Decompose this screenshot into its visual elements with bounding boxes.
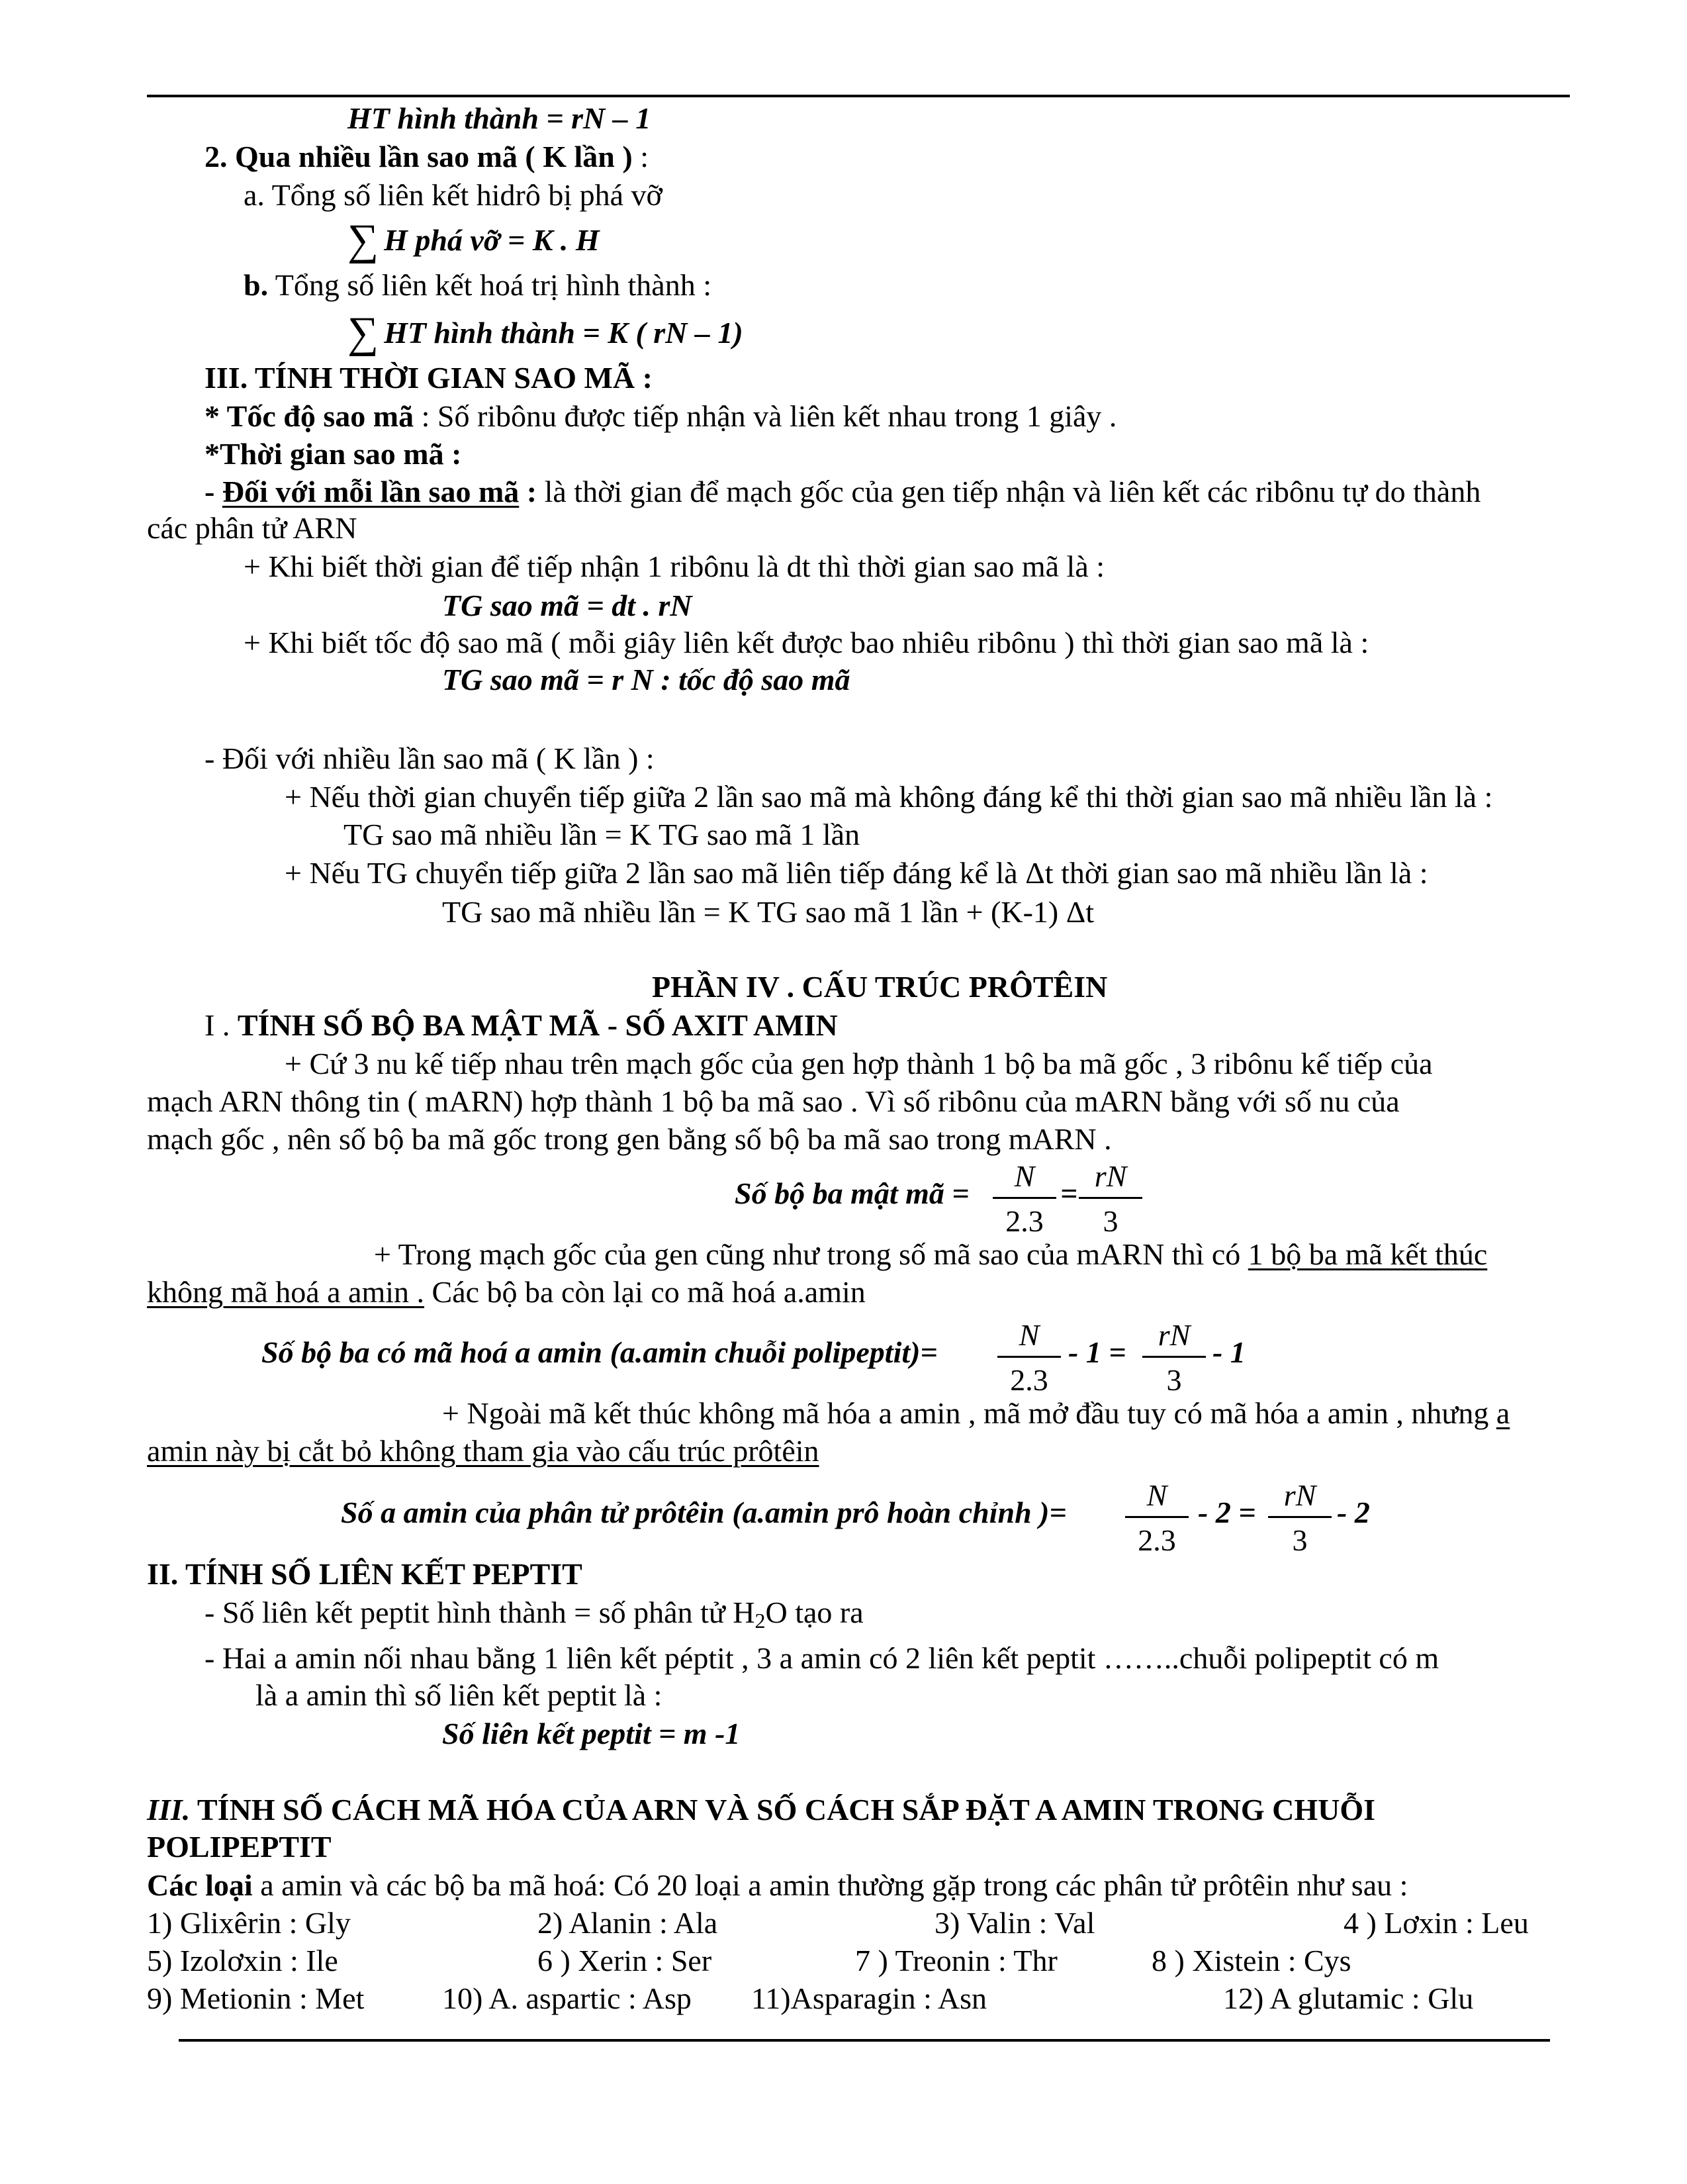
- subscript: 2: [754, 1609, 766, 1633]
- denominator: 3: [1166, 1363, 1182, 1397]
- text-span: là thời gian để mạch gốc của gen tiếp nhận và liên kết các ribônu tự do thành: [544, 475, 1481, 508]
- text-span: a amin và các bộ ba mã hoá: Có 20 loại a amin thường gặp trong các phân tử prôtêin như sau :: [252, 1868, 1408, 1902]
- formula-text: H phá vỡ = K . H: [384, 223, 600, 257]
- top-rule: [147, 95, 1570, 97]
- denominator: 2.3: [1010, 1363, 1048, 1397]
- numerator: N: [1014, 1159, 1035, 1193]
- numerator: rN: [1094, 1159, 1127, 1193]
- formula-operator: - 1: [1212, 1335, 1246, 1369]
- amino-acid-item: 8 ) Xistein : Cys: [1152, 1944, 1351, 1977]
- amino-acid-item: 6 ) Xerin : Ser: [537, 1944, 712, 1977]
- text-span: TÍNH SỐ BỘ BA MẬT MÃ - SỐ AXIT AMIN: [237, 1008, 838, 1042]
- text-span: O tạo ra: [765, 1595, 864, 1629]
- text-line: các phân tử ARN: [147, 511, 357, 545]
- text-line: amin này bị cắt bỏ không tham gia vào cấu trúc prôtêin: [147, 1434, 819, 1468]
- text-line: + Nếu thời gian chuyển tiếp giữa 2 lần sao mã mà không đáng kể thi thời gian sao mã nhiều lần là :: [285, 780, 1493, 814]
- numerator: rN: [1283, 1478, 1316, 1512]
- formula-operator: - 1 =: [1068, 1335, 1126, 1369]
- text-line: TG sao mã nhiều lần = K TG sao mã 1 lần + (K-1) Δt: [442, 895, 1095, 929]
- text-span: III.: [147, 1793, 191, 1827]
- amino-acid-item: 3) Valin : Val: [935, 1906, 1095, 1940]
- text-line: + Khi biết thời gian để tiếp nhận 1 ribônu là dt thì thời gian sao mã là :: [244, 549, 1105, 583]
- amino-acid-item: 7 ) Treonin : Thr: [855, 1944, 1058, 1977]
- text-line: [205, 1597, 864, 1631]
- formula-line: Số bộ ba mật mã =: [735, 1176, 970, 1210]
- text-span: TÍNH SỐ CÁCH MÃ HÓA CỦA ARN VÀ SỐ CÁCH SẮP ĐẶT A AMIN TRONG CHUỖI: [190, 1793, 1376, 1827]
- text-span: a: [1496, 1396, 1510, 1430]
- text-span: :: [640, 140, 649, 173]
- formula-line: HT hình thành = rN – 1: [347, 101, 651, 135]
- text-line: *Thời gian sao mã :: [205, 437, 462, 471]
- section-heading: [205, 1010, 838, 1041]
- formula-line: [347, 311, 743, 355]
- formula-line: Số bộ ba có mã hoá a amin (a.amin chuỗi polipeptit)=: [261, 1335, 938, 1369]
- amino-acid-item: 1) Glixêrin : Gly: [147, 1906, 351, 1940]
- text-line: [147, 1277, 866, 1307]
- denominator: 2.3: [1005, 1204, 1044, 1238]
- text-line: [442, 1398, 1510, 1429]
- bottom-rule: [179, 2039, 1550, 2042]
- fraction: [993, 1156, 1056, 1240]
- text-line: mạch ARN thông tin ( mARN) hợp thành 1 bộ ba mã sao . Vì số ribônu của mARN bằng với số nu của: [147, 1084, 1400, 1118]
- formula-operator: - 2: [1337, 1496, 1370, 1529]
- sigma-icon: ∑: [347, 216, 379, 264]
- text-line: [147, 1870, 1408, 1901]
- text-span: * Tốc độ sao mã: [205, 399, 414, 433]
- numerator: rN: [1158, 1318, 1191, 1352]
- amino-acid-item: 10) A. aspartic : Asp: [442, 1981, 692, 2015]
- amino-acid-item: 5) Izolơxin : Ile: [147, 1944, 338, 1977]
- text-span: Đối với mỗi lần sao mã: [222, 475, 520, 508]
- formula-operator: - 2 =: [1198, 1496, 1256, 1529]
- formula-line: TG sao mã = dt . rN: [442, 589, 692, 622]
- section-heading: III. TÍNH THỜI GIAN SAO MÃ :: [205, 361, 653, 395]
- text-span: :: [519, 475, 545, 508]
- text-line: TG sao mã nhiều lần = K TG sao mã 1 lần: [343, 818, 860, 851]
- formula-text: HT hình thành = K ( rN – 1): [384, 316, 743, 350]
- text-span: 2. Qua nhiều lần sao mã ( K lần ): [205, 140, 641, 173]
- text-line: - Hai a amin nối nhau bằng 1 liên kết péptit , 3 a amin có 2 liên kết peptit ……..chuỗi polipeptit có m: [205, 1641, 1439, 1675]
- text-line: [374, 1239, 1487, 1270]
- formula-line: Số a amin của phân tử prôtêin (a.amin prô hoàn chỉnh )=: [341, 1496, 1067, 1529]
- section-heading: POLIPEPTIT: [147, 1830, 332, 1864]
- formula-operator: =: [1060, 1176, 1078, 1210]
- text-span: + Ngoài mã kết thúc không mã hóa a amin , mã mở đầu tuy có mã hóa a amin , nhưng: [442, 1396, 1496, 1430]
- sigma-icon: ∑: [347, 309, 379, 357]
- fraction: [1079, 1156, 1142, 1240]
- amino-acid-item: 12) A glutamic : Glu: [1223, 1981, 1474, 2015]
- text-line: + Khi biết tốc độ sao mã ( mỗi giây liên kết được bao nhiêu ribônu ) thì thời gian sao mã là :: [244, 626, 1369, 659]
- section-heading: II. TÍNH SỐ LIÊN KẾT PEPTIT: [147, 1557, 582, 1591]
- text-line: [205, 477, 1481, 507]
- text-line: - Đối với nhiều lần sao mã ( K lần ) :: [205, 741, 655, 775]
- text-span: Tổng số liên kết hoá trị hình thành :: [268, 268, 711, 302]
- amino-acid-item: 9) Metionin : Met: [147, 1981, 365, 2015]
- text-span: Các bộ ba còn lại co mã hoá a.amin: [424, 1275, 866, 1309]
- fraction: [1142, 1315, 1206, 1399]
- text-span: : Số ribônu được tiếp nhận và liên kết nhau trong 1 giây .: [414, 399, 1117, 433]
- text-span: + Trong mạch gốc của gen cũng như trong số mã sao của mARN thì có: [374, 1237, 1248, 1271]
- heading-2: [205, 142, 649, 172]
- numerator: N: [1146, 1478, 1167, 1512]
- part-heading: PHẦN IV . CẤU TRÚC PRÔTÊIN: [652, 970, 1108, 1004]
- denominator: 3: [1292, 1523, 1308, 1557]
- fraction: [1268, 1475, 1332, 1559]
- text-span: I .: [205, 1008, 238, 1042]
- fraction: [1125, 1475, 1189, 1559]
- denominator: 2.3: [1138, 1523, 1176, 1557]
- numerator: N: [1019, 1318, 1040, 1352]
- text-line: là a amin thì số liên kết peptit là :: [255, 1678, 662, 1712]
- text-line: [205, 401, 1117, 432]
- text-span: Các loại: [147, 1868, 253, 1902]
- text-span: - Số liên kết peptit hình thành = số phân tử H: [205, 1595, 755, 1629]
- text-span: 1 bộ ba mã kết thúc: [1248, 1237, 1488, 1271]
- text-line: mạch gốc , nên số bộ ba mã gốc trong gen bằng số bộ ba mã sao trong mARN .: [147, 1122, 1112, 1156]
- text-line: + Cứ 3 nu kế tiếp nhau trên mạch gốc của gen hợp thành 1 bộ ba mã gốc , 3 ribônu kế tiếp của: [285, 1047, 1433, 1080]
- amino-acid-item: 11)Asparagin : Asn: [751, 1981, 987, 2015]
- text-line: a. Tổng số liên kết hidrô bị phá vỡ: [244, 178, 662, 212]
- amino-acid-item: 2) Alanin : Ala: [537, 1906, 718, 1940]
- formula-line: Số liên kết peptit = m -1: [442, 1717, 741, 1750]
- text-line: + Nếu TG chuyển tiếp giữa 2 lần sao mã liên tiếp đáng kể là Δt thời gian sao mã nhiều lần là :: [285, 856, 1428, 890]
- text-span: b.: [244, 268, 269, 302]
- denominator: 3: [1103, 1204, 1118, 1238]
- text-line: [244, 270, 711, 301]
- fraction: [997, 1315, 1061, 1399]
- formula-line: TG sao mã = r N : tốc độ sao mã: [442, 663, 850, 696]
- amino-acid-item: 4 ) Lơxin : Leu: [1344, 1906, 1529, 1940]
- text-span: không mã hoá a amin .: [147, 1275, 425, 1309]
- text-span: -: [205, 475, 222, 508]
- section-heading: [147, 1795, 1375, 1825]
- formula-line: [347, 218, 600, 262]
